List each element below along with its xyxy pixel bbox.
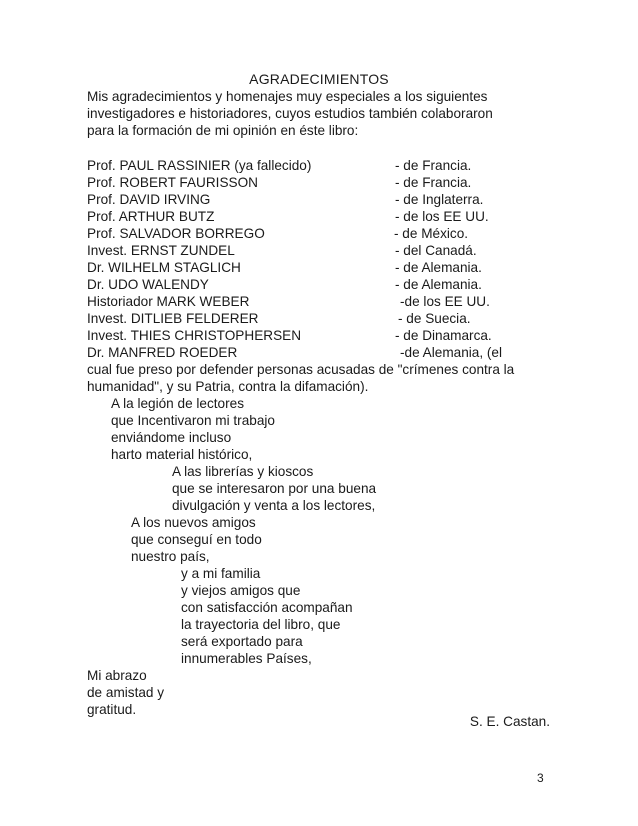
- person-country: -de los EE UU.: [400, 294, 490, 309]
- person-country: - de Alemania.: [395, 260, 482, 275]
- author-signature: S. E. Castan.: [469, 714, 550, 729]
- list-item: [87, 327, 567, 344]
- verse-line: harto material histórico,: [111, 447, 253, 462]
- verse-line: enviándome incluso: [111, 430, 232, 445]
- verse-line: divulgación y venta a los lectores,: [172, 498, 376, 513]
- verse-line: será exportado para: [181, 634, 303, 649]
- list-item: [87, 191, 567, 208]
- person-name: Invest. THIES CHRISTOPHERSEN: [87, 328, 302, 343]
- person-name: Historiador MARK WEBER: [87, 294, 250, 309]
- verse-line: A las librerías y kioscos: [172, 464, 314, 479]
- list-item: [87, 259, 567, 276]
- verse-line: A la legión de lectores: [111, 396, 245, 411]
- intro-line: para la formación de mi opinión en éste libro:: [87, 123, 359, 138]
- person-country: - de Inglaterra.: [395, 192, 484, 207]
- list-item: [87, 344, 567, 361]
- person-country: - de Dinamarca.: [395, 328, 492, 343]
- person-country: -de Alemania, (el: [400, 345, 503, 360]
- verse-line: que se interesaron por una buena: [172, 481, 377, 496]
- person-name: Prof. ARTHUR BUTZ: [87, 209, 215, 224]
- person-name: Invest. ERNST ZUNDEL: [87, 243, 235, 258]
- verse-line: nuestro país,: [131, 549, 210, 564]
- verse-line: que Incentivaron mi trabajo: [111, 413, 275, 428]
- person-name: Dr. UDO WALENDY: [87, 277, 209, 292]
- verse-line: Mi abrazo: [87, 668, 147, 683]
- verse-line: A los nuevos amigos: [131, 515, 256, 530]
- person-country: - de Suecia.: [398, 311, 471, 326]
- list-item: [87, 310, 567, 327]
- person-name: Invest. DITLIEB FELDERER: [87, 311, 259, 326]
- list-item: [87, 293, 567, 310]
- page-number: 3: [537, 771, 544, 785]
- note-line: humanidad", y su Patria, contra la difamación).: [87, 379, 369, 394]
- person-country: - del Canadá.: [395, 243, 477, 258]
- list-item: [87, 208, 567, 225]
- intro-paragraph: [87, 88, 557, 139]
- list-item: [87, 174, 567, 191]
- person-country: - de los EE UU.: [395, 209, 489, 224]
- verse-line: gratitud.: [87, 702, 137, 717]
- person-country: - de Francia.: [395, 175, 472, 190]
- person-country: - de Alemania.: [395, 277, 482, 292]
- page-title: AGRADECIMIENTOS: [249, 71, 389, 87]
- intro-line: Mis agradecimientos y homenajes muy especiales a los siguientes: [87, 89, 488, 104]
- acknowledged-people-list: [87, 157, 567, 361]
- person-name: Prof. DAVID IRVING: [87, 192, 211, 207]
- list-item: [87, 242, 567, 259]
- person-country: - de México.: [394, 226, 469, 241]
- note-line: cual fue preso por defender personas acusadas de "crímenes contra la: [87, 362, 515, 377]
- person-name: Prof. PAUL RASSINIER (ya fallecido): [87, 158, 312, 173]
- verse-line: innumerables Países,: [181, 651, 312, 666]
- verse-line: y viejos amigos que: [181, 583, 301, 598]
- verse-line: la trayectoria del libro, que: [181, 617, 341, 632]
- intro-line: investigadores e historiadores, cuyos estudios también colaboraron: [87, 106, 493, 121]
- person-name: Prof. ROBERT FAURISSON: [87, 175, 258, 190]
- list-item: [87, 225, 567, 242]
- verse-line: que conseguí en todo: [131, 532, 262, 547]
- list-item: [87, 276, 567, 293]
- person-name: Prof. SALVADOR BORREGO: [87, 226, 265, 241]
- list-note: [87, 361, 514, 395]
- verse-line: de amistad y: [87, 685, 165, 700]
- person-name: Dr. WILHELM STAGLICH: [87, 260, 241, 275]
- verse-line: y a mi familia: [181, 566, 261, 581]
- person-name: Dr. MANFRED ROEDER: [87, 345, 238, 360]
- verse-line: con satisfacción acompañan: [181, 600, 353, 615]
- dedication-verse: [0, 395, 638, 718]
- person-country: - de Francia.: [395, 158, 472, 173]
- list-item: [87, 157, 567, 174]
